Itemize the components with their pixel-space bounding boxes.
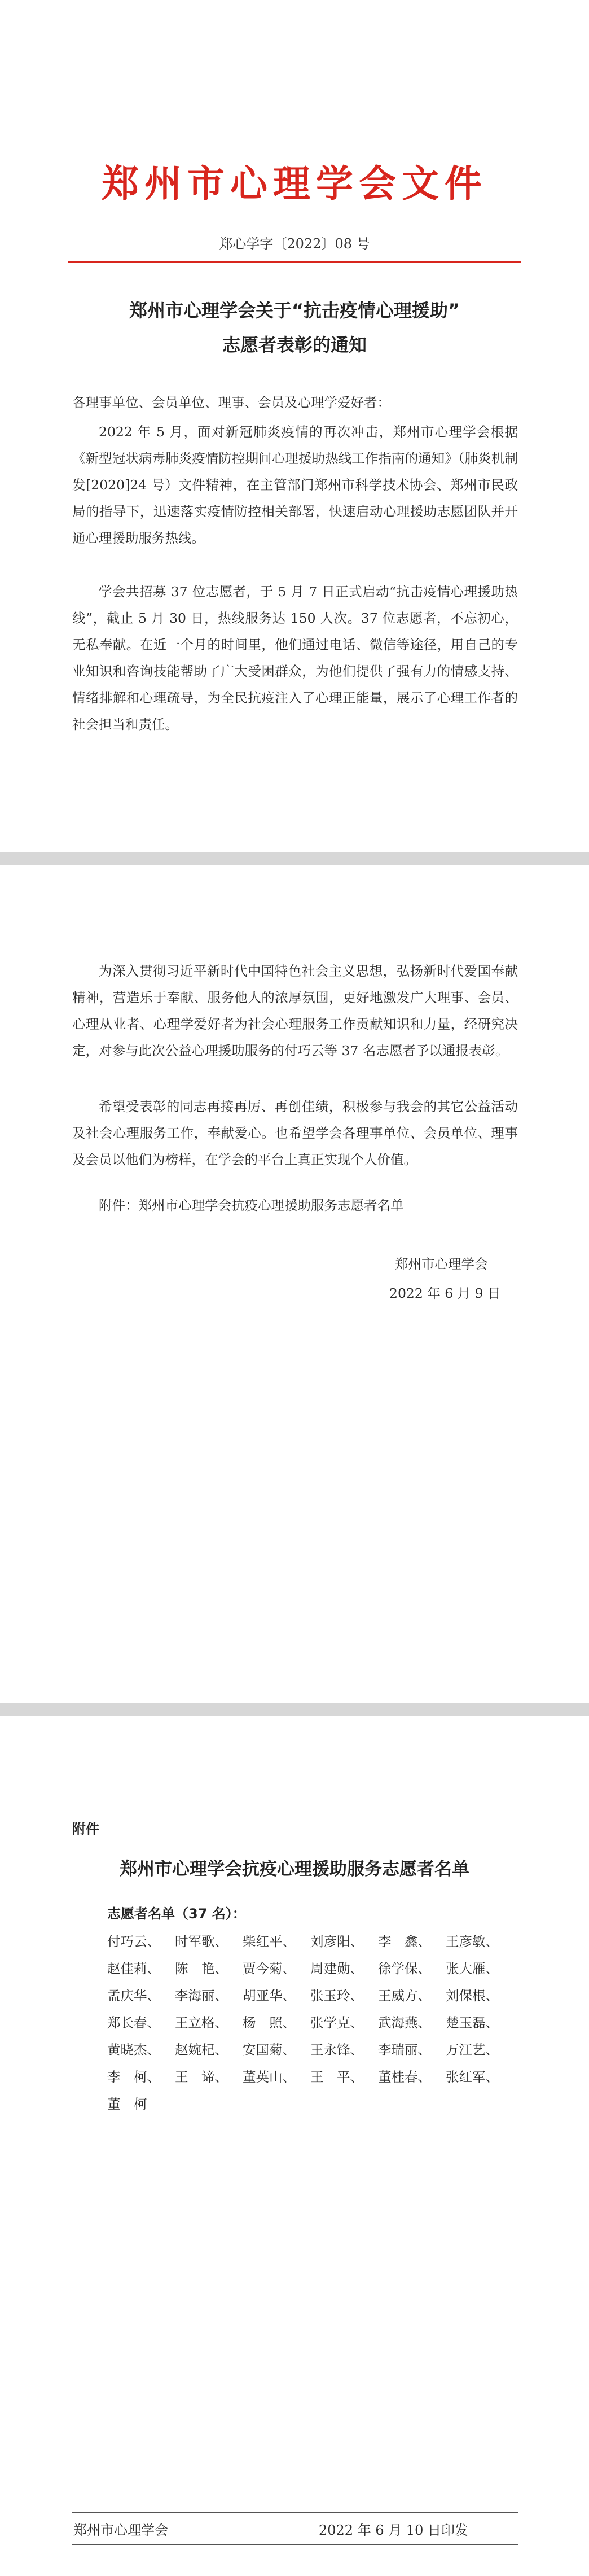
page-separator: [0, 1703, 589, 1716]
volunteer-name: 楚玉磊、: [446, 2015, 499, 2031]
signature-date: 2022 年 6 月 9 日: [389, 1285, 501, 1301]
volunteer-name: 胡亚华、: [243, 1988, 296, 2004]
attachment-line: 附件：郑州市心理学会抗疫心理援助服务志愿者名单: [99, 1197, 404, 1213]
footer-organization: 郑州市心理学会: [73, 2522, 168, 2538]
volunteer-name: 李瑞丽、: [378, 2042, 431, 2058]
footer-top-rule: [72, 2512, 518, 2513]
document-page-1: [0, 0, 589, 852]
document-page-2: [0, 865, 589, 1703]
volunteer-name: 王 谛、: [175, 2069, 228, 2085]
annex-label: 附件: [72, 1821, 99, 1837]
volunteer-name: 徐学保、: [378, 1961, 431, 1976]
salutation: 各理事单位、会员单位、理事、会员及心理学爱好者：: [72, 395, 390, 410]
volunteer-name: 董桂春、: [378, 2069, 431, 2085]
volunteer-name: 刘保根、: [446, 1988, 499, 2004]
volunteer-name: 付巧云、: [107, 1934, 160, 1949]
page-separator: [0, 852, 589, 865]
paragraph-1: 2022 年 5 月，面对新冠肺炎疫情的再次冲击，郑州市心理学会根据《新型冠状病毒肺炎疫情防控期间心理援助热线工作指南的通知》（肺炎机制发[2020]24 号）文件精神，在主管部门郑州市科学技术协会、郑州市民政局的指导下，迅速落实疫情防控相关部署，快速启动心理援助志愿团队并开通心理援助服务热线。: [72, 424, 518, 546]
notice-title-line2: 志愿者表彰的通知: [222, 334, 367, 356]
paragraph-4: 希望受表彰的同志再接再厉、再创佳绩，积极参与我会的其它公益活动及社会心理服务工作，奉献爱心。也希望学会各理事单位、会员单位、理事及会员以他们为榜样，在学会的平台上真正实现个人价值。: [72, 1099, 518, 1167]
red-divider-line: [68, 261, 521, 263]
volunteer-name: 王彦敏、: [446, 1934, 499, 1949]
volunteer-name: 万江艺、: [446, 2042, 499, 2058]
volunteer-name: 赵佳莉、: [107, 1961, 160, 1976]
volunteer-name: 柴红平、: [243, 1934, 296, 1949]
masthead-title: 郑州市心理学会文件: [102, 162, 487, 205]
volunteer-name: 陈 艳、: [175, 1961, 228, 1976]
volunteer-name: 李海丽、: [175, 1988, 228, 2004]
volunteer-name: 王威方、: [378, 1988, 431, 2004]
volunteer-name: 赵婉杞、: [175, 2042, 228, 2058]
volunteer-name-list: [107, 1928, 513, 2118]
signature-organization: 郑州市心理学会: [395, 1256, 488, 1272]
volunteer-name: 黄晓杰、: [107, 2042, 160, 2058]
document-number: 郑心学字〔2022〕08 号: [219, 236, 370, 252]
volunteer-name: 安国菊、: [243, 2042, 296, 2058]
document-page-3: [0, 1716, 589, 2576]
volunteer-name: 李 柯、: [107, 2069, 160, 2085]
volunteer-list-heading: 志愿者名单（37 名）：: [107, 1906, 246, 1922]
volunteer-name: 王永锋、: [310, 2042, 363, 2058]
volunteer-name: 杨 照、: [243, 2015, 296, 2031]
volunteer-name: 贾今菊、: [243, 1961, 296, 1976]
footer-print-date: 2022 年 6 月 10 日印发: [319, 2522, 469, 2538]
volunteer-name: 董 柯: [107, 2096, 147, 2112]
volunteer-name: 刘彦阳、: [310, 1934, 363, 1949]
volunteer-name: 孟庆华、: [107, 1988, 160, 2004]
annex-title: 郑州市心理学会抗疫心理援助服务志愿者名单: [120, 1859, 469, 1879]
volunteer-name: 张学克、: [310, 2015, 363, 2031]
volunteer-name: 张玉玲、: [310, 1988, 363, 2004]
volunteer-name: 时军歌、: [175, 1934, 228, 1949]
volunteer-name: 王 平、: [310, 2069, 363, 2085]
paragraph-2: 学会共招募 37 位志愿者，于 5 月 7 日正式启动“抗击疫情心理援助热线”，截止 5 月 30 日，热线服务达 150 人次。37 位志愿者，不忘初心，无私奉献。在近一个月的时间里，他们通过电话、微信等途径，用自己的专业知识和咨询技能帮助了广大受困群众，为他们提供了强有力的情感支持、情绪排解和心理疏导，为全民抗疫注入了心理正能量，展示了心理工作者的社会担当和责任。: [72, 584, 518, 732]
footer-bottom-rule: [72, 2544, 518, 2545]
volunteer-name: 周建勋、: [310, 1961, 363, 1976]
paragraph-3: 为深入贯彻习近平新时代中国特色社会主义思想，弘扬新时代爱国奉献精神，营造乐于奉献、服务他人的浓厚氛围，更好地激发广大理事、会员、心理从业者、心理学爱好者为社会心理服务工作贡献知识和力量，经研究决定，对参与此次公益心理援助服务的付巧云等 37 名志愿者予以通报表彰。: [72, 963, 518, 1059]
volunteer-name: 张大雁、: [446, 1961, 499, 1976]
notice-title-line1: 郑州市心理学会关于“抗击疫情心理援助”: [129, 300, 460, 321]
volunteer-name: 张红军、: [446, 2069, 499, 2085]
volunteer-name: 武海燕、: [378, 2015, 431, 2031]
volunteer-name: 李 鑫、: [378, 1934, 431, 1949]
volunteer-name: 王立格、: [175, 2015, 228, 2031]
volunteer-name: 董英山、: [243, 2069, 296, 2085]
volunteer-name: 郑长春、: [107, 2015, 160, 2031]
